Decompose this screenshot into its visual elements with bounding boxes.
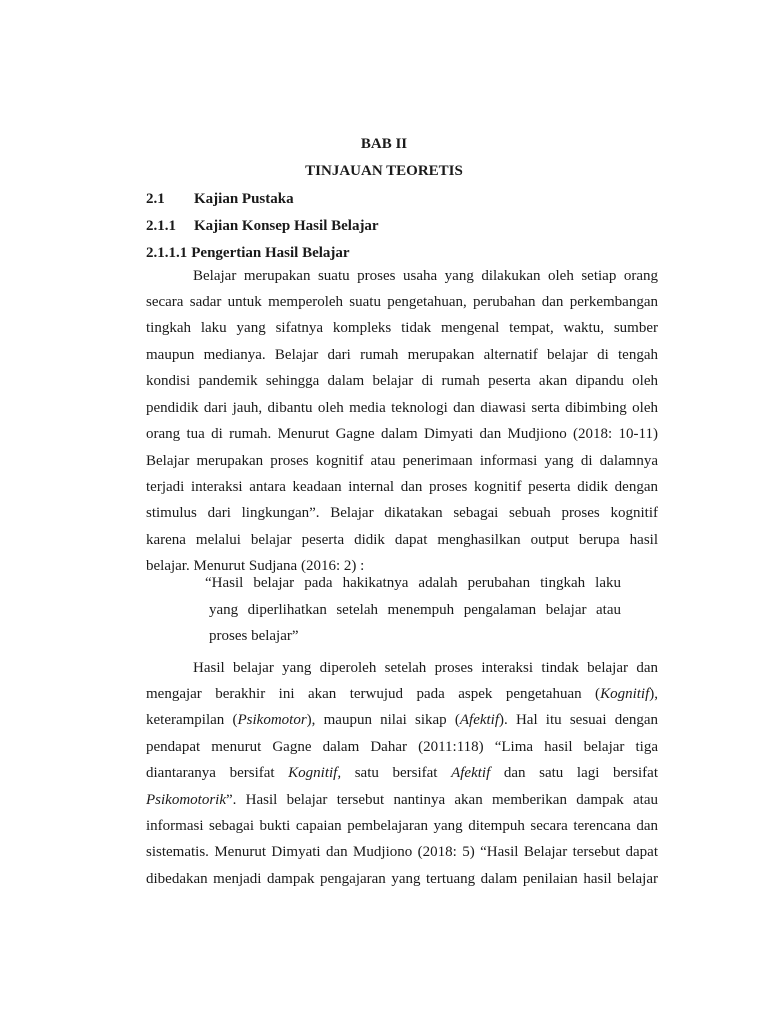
text-segment: satu bersifat [341,765,452,781]
text-line [193,658,658,678]
text-segment: keterampilan ( [146,712,238,728]
section-number: 2.1 [146,191,165,207]
text-segment: diantaranya bersifat [146,765,289,781]
text-segment: ”. Hasil belajar tersebut nantinya akan memberikan dampak atau [226,792,658,808]
text-line: Belajar merupakan suatu proses usaha yang dilakukan oleh setiap orang [193,268,658,284]
italic-term: Afektif [451,765,491,781]
text-segment: mengajar berakhir ini akan terwujud pada aspek pengetahuan ( [146,686,601,702]
text-line: belajar. Menurut Sudjana (2016: 2) : [146,558,365,574]
text-line [146,710,658,730]
quote-line: yang diperlihatkan setelah menempuh pengalaman belajar atau [209,602,621,618]
italic-term: Psikomotorik [146,792,226,808]
text-line: tingkah laku yang sifatnya kompleks tidak mengenal tempat, waktu, sumber [146,320,658,336]
italic-term: Kognitif, [288,765,342,781]
text-segment: ), maupun nilai sikap ( [306,712,460,728]
text-line [146,737,658,757]
italic-term: Kognitif [600,686,650,702]
section-title: Pengertian Hasil Belajar [191,245,350,261]
text-line [146,816,658,836]
text-line: maupun medianya. Belajar dari rumah merupakan alternatif belajar di tengah [146,347,658,363]
text-line [146,684,658,704]
text-line: terjadi interaksi antara keadaan internal dan proses kognitif peserta didik dengan [146,479,658,495]
section-heading-2-1 [146,191,294,208]
text-line [146,842,658,862]
text-segment: ), [649,686,658,702]
section-heading-2-1-1-1 [146,245,350,262]
section-title: Kajian Pustaka [194,191,294,207]
chapter-label: BAB II [360,136,408,152]
text-line: orang tua di rumah. Menurut Gagne dalam Dimyati dan Mudjiono (2018: 10-11) [146,426,658,442]
text-segment: informasi sebagai bukti capaian pembelajaran yang ditempuh secara terencana dan [146,818,658,834]
section-heading-2-1-1 [146,218,379,235]
text-line: stimulus dari lingkungan”. Belajar dikatakan sebagai sebuah proses kognitif [146,505,658,521]
text-segment: Hasil belajar yang diperoleh setelah proses interaksi tindak belajar dan [193,660,658,676]
text-line: kondisi pandemik sehingga dalam belajar di rumah peserta akan dipandu oleh [146,373,658,389]
text-segment: dibedakan menjadi dampak pengajaran yang tertuang dalam penilaian hasil belajar [146,871,658,887]
section-number: 2.1.1.1 [146,245,188,261]
italic-term: Afektif [459,712,500,728]
chapter-title: TINJAUAN TEORETIS [305,163,463,179]
text-line [146,869,658,889]
text-line [146,763,658,783]
section-title: Kajian Konsep Hasil Belajar [194,218,379,234]
italic-term: Psikomotor [237,712,307,728]
text-line: pendidik dari jauh, dibantu oleh media teknologi dan diawasi serta dibimbing oleh [146,400,658,416]
section-number: 2.1.1 [146,218,176,234]
text-line: karena melalui belajar peserta didik dapat menghasilkan output berupa hasil [146,532,658,548]
text-segment: pendapat menurut Gagne dalam Dahar (2011:118) “Lima hasil belajar tiga [146,739,658,755]
text-line [146,790,658,810]
quote-line: proses belajar” [209,628,299,644]
text-line: Belajar merupakan proses kognitif atau penerimaan informasi yang di dalamnya [146,453,658,469]
text-line: secara sadar untuk memperoleh suatu pengetahuan, perubahan dan perkembangan [146,294,658,310]
text-segment: sistematis. Menurut Dimyati dan Mudjiono (2018: 5) “Hasil Belajar tersebut dapat [146,844,658,860]
quote-line: “Hasil belajar pada hakikatnya adalah perubahan tingkah laku [205,575,621,591]
text-segment: dan satu lagi bersifat [490,765,658,781]
text-segment: ). Hal itu sesuai dengan [499,712,659,728]
